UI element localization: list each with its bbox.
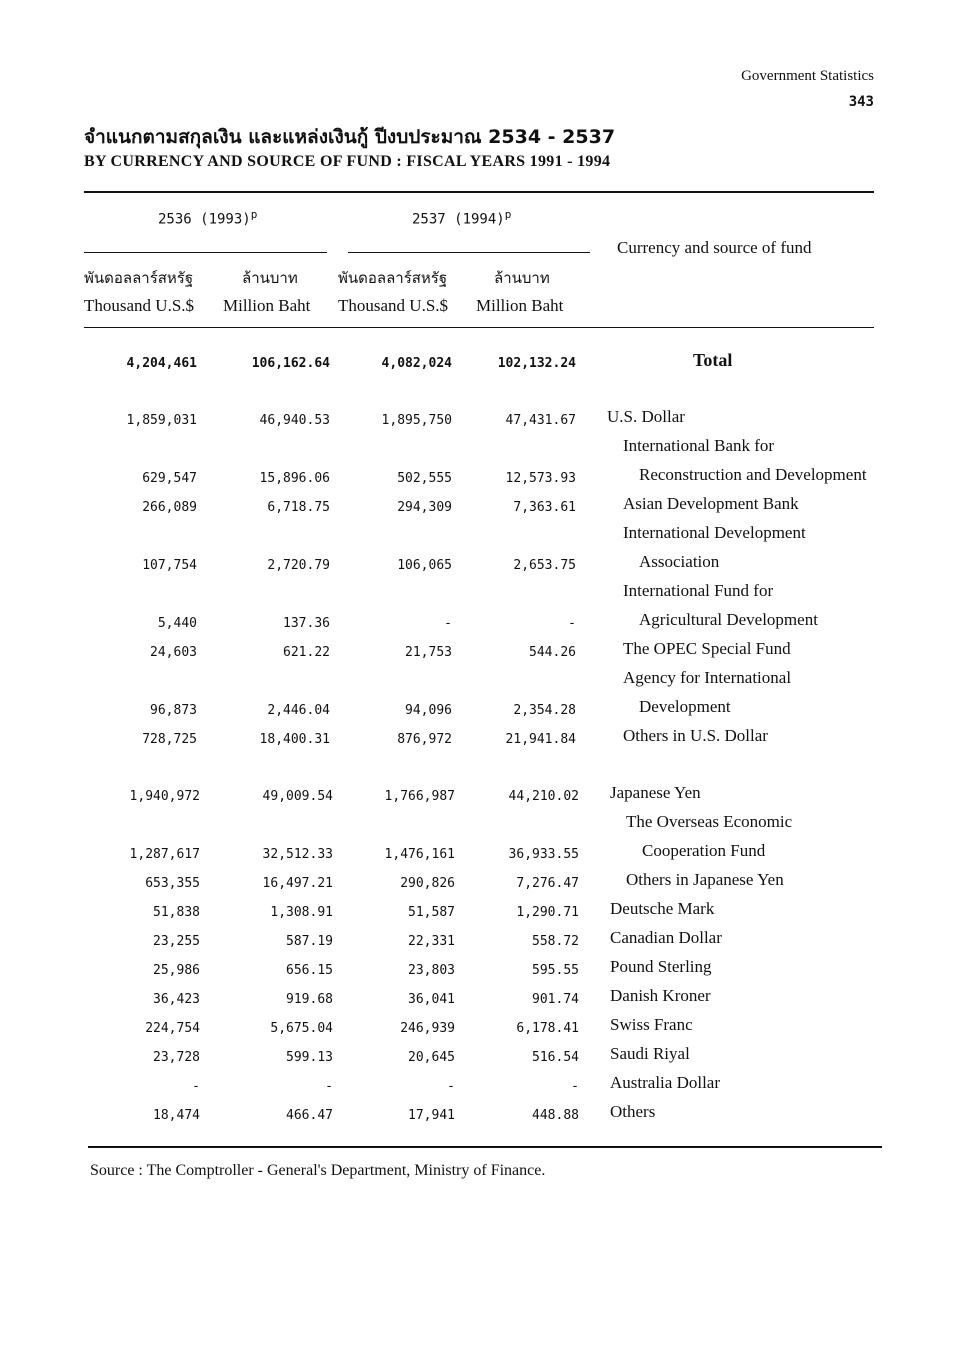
cell-thousand-usd-1993: 23,255 <box>153 934 200 949</box>
cell-thousand-usd-1994: 106,065 <box>397 558 452 573</box>
cell-million-baht-1994: 558.72 <box>532 934 579 949</box>
cell-thousand-usd-1994: 1,476,161 <box>384 847 455 862</box>
row-label: Others in U.S. Dollar <box>623 726 768 745</box>
cell-million-baht-1993: 2,720.79 <box>267 558 330 573</box>
cell-million-baht-1994: - <box>571 1079 579 1094</box>
cell-thousand-usd-1993: 4,204,461 <box>126 356 197 371</box>
cell-thousand-usd-1993: 266,089 <box>142 500 197 515</box>
cell-million-baht-1994: 901.74 <box>532 992 579 1007</box>
cell-thousand-usd-1994: 876,972 <box>397 732 452 747</box>
row-label: Agency for International <box>623 668 792 687</box>
cell-million-baht-1993: 15,896.06 <box>259 471 330 486</box>
cell-thousand-usd-1993: 1,287,617 <box>129 847 200 862</box>
col2-en-header: Million Baht <box>223 296 311 315</box>
row-label: Others <box>610 1102 656 1121</box>
cell-million-baht-1993: 6,718.75 <box>267 500 330 515</box>
cell-million-baht-1994: 21,941.84 <box>505 732 576 747</box>
table-title-thai: จำแนกตามสกุลเงิน และแหล่งเงินกู้ ปีงบประมาณ 2534 - 2537 <box>84 126 616 148</box>
row-label: Danish Kroner <box>610 986 711 1005</box>
col4-en-header: Million Baht <box>476 296 564 315</box>
cell-million-baht-1993: 32,512.33 <box>262 847 333 862</box>
cell-thousand-usd-1994: 1,895,750 <box>381 413 452 428</box>
row-label: Pound Sterling <box>610 957 712 976</box>
cell-million-baht-1994: 595.55 <box>532 963 579 978</box>
cell-thousand-usd-1994: 21,753 <box>405 645 452 660</box>
cell-thousand-usd-1993: 653,355 <box>145 876 200 891</box>
year-1993-underline <box>84 252 327 253</box>
cell-million-baht-1993: 656.15 <box>286 963 333 978</box>
source-note: Source : The Comptroller - General's Department, Ministry of Finance. <box>90 1162 546 1179</box>
cell-million-baht-1994: 12,573.93 <box>505 471 576 486</box>
cell-thousand-usd-1993: 1,940,972 <box>129 789 200 804</box>
cell-million-baht-1994: - <box>568 616 576 631</box>
year-1994-note: p <box>504 208 512 221</box>
cell-million-baht-1993: 919.68 <box>286 992 333 1007</box>
row-label: International Development <box>623 523 806 542</box>
cell-thousand-usd-1994: 17,941 <box>408 1108 455 1123</box>
header-bottom-rule <box>84 327 874 328</box>
cell-thousand-usd-1993: 23,728 <box>153 1050 200 1065</box>
row-label: Deutsche Mark <box>610 899 715 918</box>
cell-thousand-usd-1993: 24,603 <box>150 645 197 660</box>
cell-thousand-usd-1994: 246,939 <box>400 1021 455 1036</box>
cell-million-baht-1993: 466.47 <box>286 1108 333 1123</box>
cell-thousand-usd-1993: 96,873 <box>150 703 197 718</box>
page-number: 343 <box>848 94 874 110</box>
cell-million-baht-1994: 544.26 <box>529 645 576 660</box>
cell-thousand-usd-1994: - <box>447 1079 455 1094</box>
cell-million-baht-1994: 516.54 <box>532 1050 579 1065</box>
top-rule <box>84 191 874 193</box>
cell-thousand-usd-1994: 51,587 <box>408 905 455 920</box>
cell-million-baht-1994: 2,653.75 <box>513 558 576 573</box>
cell-million-baht-1994: 6,178.41 <box>516 1021 579 1036</box>
cell-million-baht-1994: 1,290.71 <box>516 905 579 920</box>
cell-million-baht-1993: 621.22 <box>283 645 330 660</box>
col1-en-header: Thousand U.S.$ <box>84 296 195 315</box>
cell-million-baht-1993: 16,497.21 <box>262 876 333 891</box>
cell-million-baht-1994: 47,431.67 <box>505 413 576 428</box>
cell-thousand-usd-1994: 23,803 <box>408 963 455 978</box>
cell-thousand-usd-1993: - <box>192 1079 200 1094</box>
row-label: Asian Development Bank <box>623 494 799 513</box>
cell-thousand-usd-1994: 36,041 <box>408 992 455 1007</box>
col3-thai-header: พันดอลลาร์สหรัฐ <box>338 269 448 287</box>
cell-thousand-usd-1993: 18,474 <box>153 1108 200 1123</box>
col4-thai-header: ล้านบาท <box>494 269 550 287</box>
cell-thousand-usd-1994: 22,331 <box>408 934 455 949</box>
year-1993-header <box>158 208 257 228</box>
row-label: Total <box>693 350 733 370</box>
cell-thousand-usd-1994: 502,555 <box>397 471 452 486</box>
cell-thousand-usd-1994: - <box>444 616 452 631</box>
row-label: Reconstruction and Development <box>639 465 867 484</box>
cell-thousand-usd-1994: 20,645 <box>408 1050 455 1065</box>
row-label: Japanese Yen <box>610 783 701 802</box>
cell-thousand-usd-1994: 1,766,987 <box>384 789 455 804</box>
cell-million-baht-1994: 7,276.47 <box>516 876 579 891</box>
row-label: Agricultural Development <box>639 610 818 629</box>
currency-source-header: Currency and source of fund <box>617 238 812 257</box>
cell-thousand-usd-1993: 1,859,031 <box>126 413 197 428</box>
row-label: Cooperation Fund <box>642 841 766 860</box>
cell-million-baht-1993: 106,162.64 <box>251 356 330 371</box>
cell-million-baht-1993: 587.19 <box>286 934 333 949</box>
cell-million-baht-1994: 2,354.28 <box>513 703 576 718</box>
cell-million-baht-1994: 448.88 <box>532 1108 579 1123</box>
cell-thousand-usd-1994: 4,082,024 <box>381 356 452 371</box>
cell-million-baht-1993: - <box>325 1079 333 1094</box>
cell-million-baht-1994: 102,132.24 <box>497 356 576 371</box>
row-label: Others in Japanese Yen <box>626 870 784 889</box>
cell-thousand-usd-1993: 51,838 <box>153 905 200 920</box>
row-label: Development <box>639 697 731 716</box>
cell-million-baht-1993: 5,675.04 <box>270 1021 333 1036</box>
row-label: Swiss Franc <box>610 1015 693 1034</box>
cell-thousand-usd-1993: 25,986 <box>153 963 200 978</box>
cell-thousand-usd-1993: 629,547 <box>142 471 197 486</box>
year-1994-underline <box>348 252 590 253</box>
row-label: Canadian Dollar <box>610 928 722 947</box>
cell-million-baht-1994: 7,363.61 <box>513 500 576 515</box>
cell-thousand-usd-1994: 290,826 <box>400 876 455 891</box>
cell-thousand-usd-1993: 728,725 <box>142 732 197 747</box>
page-series-title: Government Statistics <box>741 68 874 84</box>
cell-million-baht-1994: 36,933.55 <box>508 847 579 862</box>
cell-thousand-usd-1993: 224,754 <box>145 1021 200 1036</box>
col1-thai-header: พันดอลลาร์สหรัฐ <box>84 269 194 287</box>
row-label: Association <box>639 552 720 571</box>
cell-thousand-usd-1993: 36,423 <box>153 992 200 1007</box>
cell-thousand-usd-1994: 94,096 <box>405 703 452 718</box>
row-label: U.S. Dollar <box>607 407 685 426</box>
table-title-english: BY CURRENCY AND SOURCE OF FUND : FISCAL YEARS 1991 - 1994 <box>84 153 611 170</box>
cell-million-baht-1993: 599.13 <box>286 1050 333 1065</box>
year-1994-label: 2537 (1994) <box>412 211 505 228</box>
row-label: The Overseas Economic <box>626 812 793 831</box>
row-label: Saudi Riyal <box>610 1044 690 1063</box>
cell-million-baht-1994: 44,210.02 <box>508 789 579 804</box>
row-label: The OPEC Special Fund <box>623 639 791 658</box>
cell-million-baht-1993: 137.36 <box>283 616 330 631</box>
cell-thousand-usd-1994: 294,309 <box>397 500 452 515</box>
cell-million-baht-1993: 1,308.91 <box>270 905 333 920</box>
col3-en-header: Thousand U.S.$ <box>338 296 449 315</box>
cell-million-baht-1993: 49,009.54 <box>262 789 333 804</box>
col2-thai-header: ล้านบาท <box>242 269 298 287</box>
row-label: International Bank for <box>623 436 775 455</box>
year-1993-note: p <box>250 208 258 221</box>
cell-thousand-usd-1993: 5,440 <box>157 616 197 631</box>
cell-million-baht-1993: 46,940.53 <box>259 413 330 428</box>
cell-million-baht-1993: 18,400.31 <box>259 732 330 747</box>
row-label: Australia Dollar <box>610 1073 720 1092</box>
bottom-rule <box>88 1146 882 1148</box>
cell-thousand-usd-1993: 107,754 <box>142 558 197 573</box>
year-1994-header <box>412 208 511 228</box>
cell-million-baht-1993: 2,446.04 <box>267 703 330 718</box>
row-label: International Fund for <box>623 581 774 600</box>
year-1993-label: 2536 (1993) <box>158 211 251 228</box>
